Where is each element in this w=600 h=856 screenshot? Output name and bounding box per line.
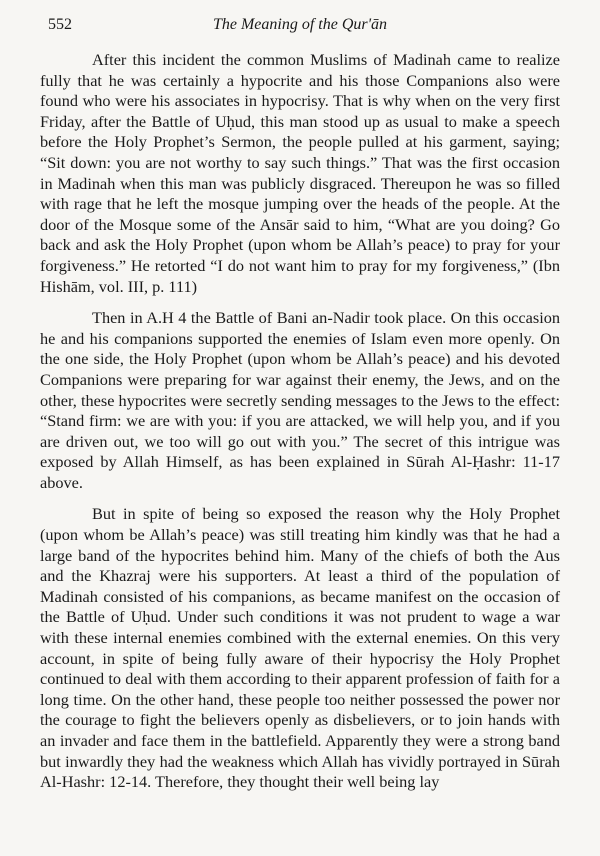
running-title: The Meaning of the Qur'ān — [212, 16, 388, 33]
paragraph-1: After this incident the common Muslims of Madinah came to realize fully that he was certainly a hypocrite and his those Companions also were found who were his associates in hypocrisy. That is why when on the very first Friday, after the Battle of Uḥud, this man stood up as usual to make a speech before the Holy Prophet’s Sermon, the people pulled at his garment, saying; “Sit down: you are not worthy to say such things.” That was the first occasion in Madinah when this man was publicly disgraced. Thereupon he was so filled with rage that he left the mosque jumping over the heads of the people. At the door of the Mosque some of the Ansār said to him, “What are you doing? Go back and ask the Holy Prophet (upon whom be Allah’s peace) to pray for your forgiveness.” He retorted “I do not want him to pray for my forgiveness,” (Ibn Hishām, vol. III, p. 111) — [40, 50, 560, 296]
paragraph-3: But in spite of being so exposed the reason why the Holy Prophet (upon whom be Allah’s peace) was still treating him kindly was that he had a large band of the hypocrites behind him. Many of the chiefs of both the Aus and the Khazraj were his supporters. At least a third of the population of Madinah consisted of his companions, as became manifest on the occasion of the Battle of Uḥud. Under such conditions it was not prudent to wage a war with these internal enemies combined with the external enemies. On this very account, in spite of being fully aware of their hypocrisy the Holy Prophet continued to deal with them according to their apparent profession of faith for a long time. On the other hand, these people too neither possessed the power nor the courage to fight the believers openly as disbelievers, or to join hands with an invader and face them in the battlefield. Apparently they were a strong band but inwardly they had the weakness which Allah has vividly portrayed in Sūrah Al-Hashr: 12-14. Therefore, they thought their well being lay — [40, 504, 560, 792]
page-body — [40, 50, 560, 793]
paragraph-2: Then in A.H 4 the Battle of Bani an-Nadir took place. On this occasion he and his companions supported the enemies of Islam even more openly. On the one side, the Holy Prophet (upon whom be Allah’s peace) and his devoted Companions were preparing for war against their enemy, the Jews, and on the other, these hypocrites were secretly sending messages to the Jews to the effect: “Stand firm: we are with you: if you are attacked, we will help you, and if you are driven out, we too will go out with you.” The secret of this intrigue was exposed by Allah Himself, as has been explained in Sūrah Al-Ḥashr: 11-17 above. — [40, 308, 560, 492]
page-header — [40, 14, 560, 38]
page-number: 552 — [48, 16, 72, 33]
